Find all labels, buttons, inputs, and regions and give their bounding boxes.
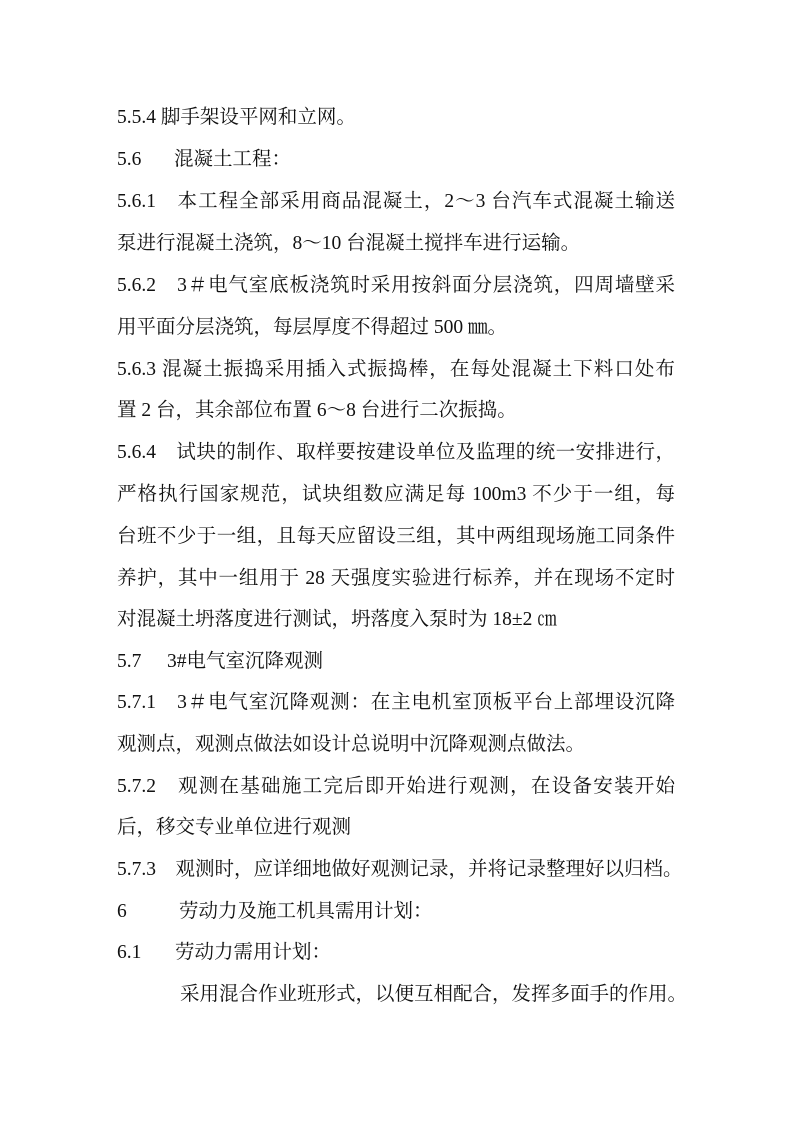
line-5-6-4a xyxy=(117,440,675,466)
line-5-6-1b xyxy=(117,231,675,257)
section-title: 劳动力及施工机具需用计划： xyxy=(179,901,433,922)
heading-5-7 xyxy=(117,649,675,675)
heading-6 xyxy=(117,899,675,925)
section-title: 劳动力需用计划： xyxy=(175,942,332,963)
heading-5-6 xyxy=(117,147,675,173)
text: 5.7.2 观测在基础施工完后即开始进行观测，在设备安装开始 xyxy=(117,776,675,797)
text: 置 2 台，其余部位布置 6～8 台进行二次振捣。 xyxy=(117,400,517,421)
line-5-6-3a xyxy=(117,357,675,383)
text: 用平面分层浇筑，每层厚度不得超过 500 ㎜。 xyxy=(117,317,508,338)
line-5-5-4 xyxy=(117,105,675,131)
text: 对混凝土坍落度进行测试，坍落度入泵时为 18±2 ㎝ xyxy=(117,609,557,630)
section-number: 6.1 xyxy=(117,942,142,963)
text: 5.6.2 3＃电气室底板浇筑时采用按斜面分层浇筑，四周墙壁采 xyxy=(117,275,675,296)
text: 泵进行混凝土浇筑，8～10 台混凝土搅拌车进行运输。 xyxy=(117,233,581,254)
text: 5.7.3 观测时，应详细地做好观测记录，并将记录整理好以归档。 xyxy=(117,859,683,880)
line-5-6-3b xyxy=(117,398,675,424)
line-5-7-1b xyxy=(117,732,675,758)
line-5-7-2b xyxy=(117,815,675,841)
line-5-6-1a xyxy=(117,189,675,215)
text: 5.6.1 本工程全部采用商品混凝土，2～3 台汽车式混凝土输送 xyxy=(117,191,675,212)
text: 后，移交专业单位进行观测 xyxy=(117,817,352,838)
line-5-7-3 xyxy=(117,857,683,883)
section-number: 5.6 xyxy=(117,149,142,170)
line-6-1-body xyxy=(180,982,688,1008)
section-number: 5.7 xyxy=(117,651,142,672)
line-5-7-2a xyxy=(117,774,675,800)
line-5-6-2b xyxy=(117,315,675,341)
section-number: 6 xyxy=(117,901,127,922)
text: 5.7.1 3＃电气室沉降观测：在主电机室顶板平台上部埋设沉降 xyxy=(117,692,675,713)
text: 养护，其中一组用于 28 天强度实验进行标养，并在现场不定时 xyxy=(117,568,675,589)
text: 5.6.4 试块的制作、取样要按建设单位及监理的统一安排进行， xyxy=(117,442,675,463)
text: 5.5.4 脚手架设平网和立网。 xyxy=(117,107,356,128)
line-5-6-4e xyxy=(117,607,675,633)
section-title: 3#电气室沉降观测 xyxy=(167,651,324,672)
text: 严格执行国家规范，试块组数应满足每 100m3 不少于一组，每 xyxy=(117,484,675,505)
text: 采用混合作业班形式，以便互相配合，发挥多面手的作用。 xyxy=(180,984,688,1005)
line-5-6-4c xyxy=(117,524,675,550)
line-5-6-2a xyxy=(117,273,675,299)
text: 5.6.3 混凝土振捣采用插入式振捣棒，在每处混凝土下料口处布 xyxy=(117,359,675,380)
heading-6-1 xyxy=(117,940,675,966)
text: 观测点，观测点做法如设计总说明中沉降观测点做法。 xyxy=(117,734,586,755)
text: 台班不少于一组，且每天应留设三组，其中两组现场施工同条件 xyxy=(117,526,675,547)
line-5-7-1a xyxy=(117,690,675,716)
section-title: 混凝土工程： xyxy=(174,149,292,170)
line-5-6-4d xyxy=(117,566,675,592)
line-5-6-4b xyxy=(117,482,675,508)
